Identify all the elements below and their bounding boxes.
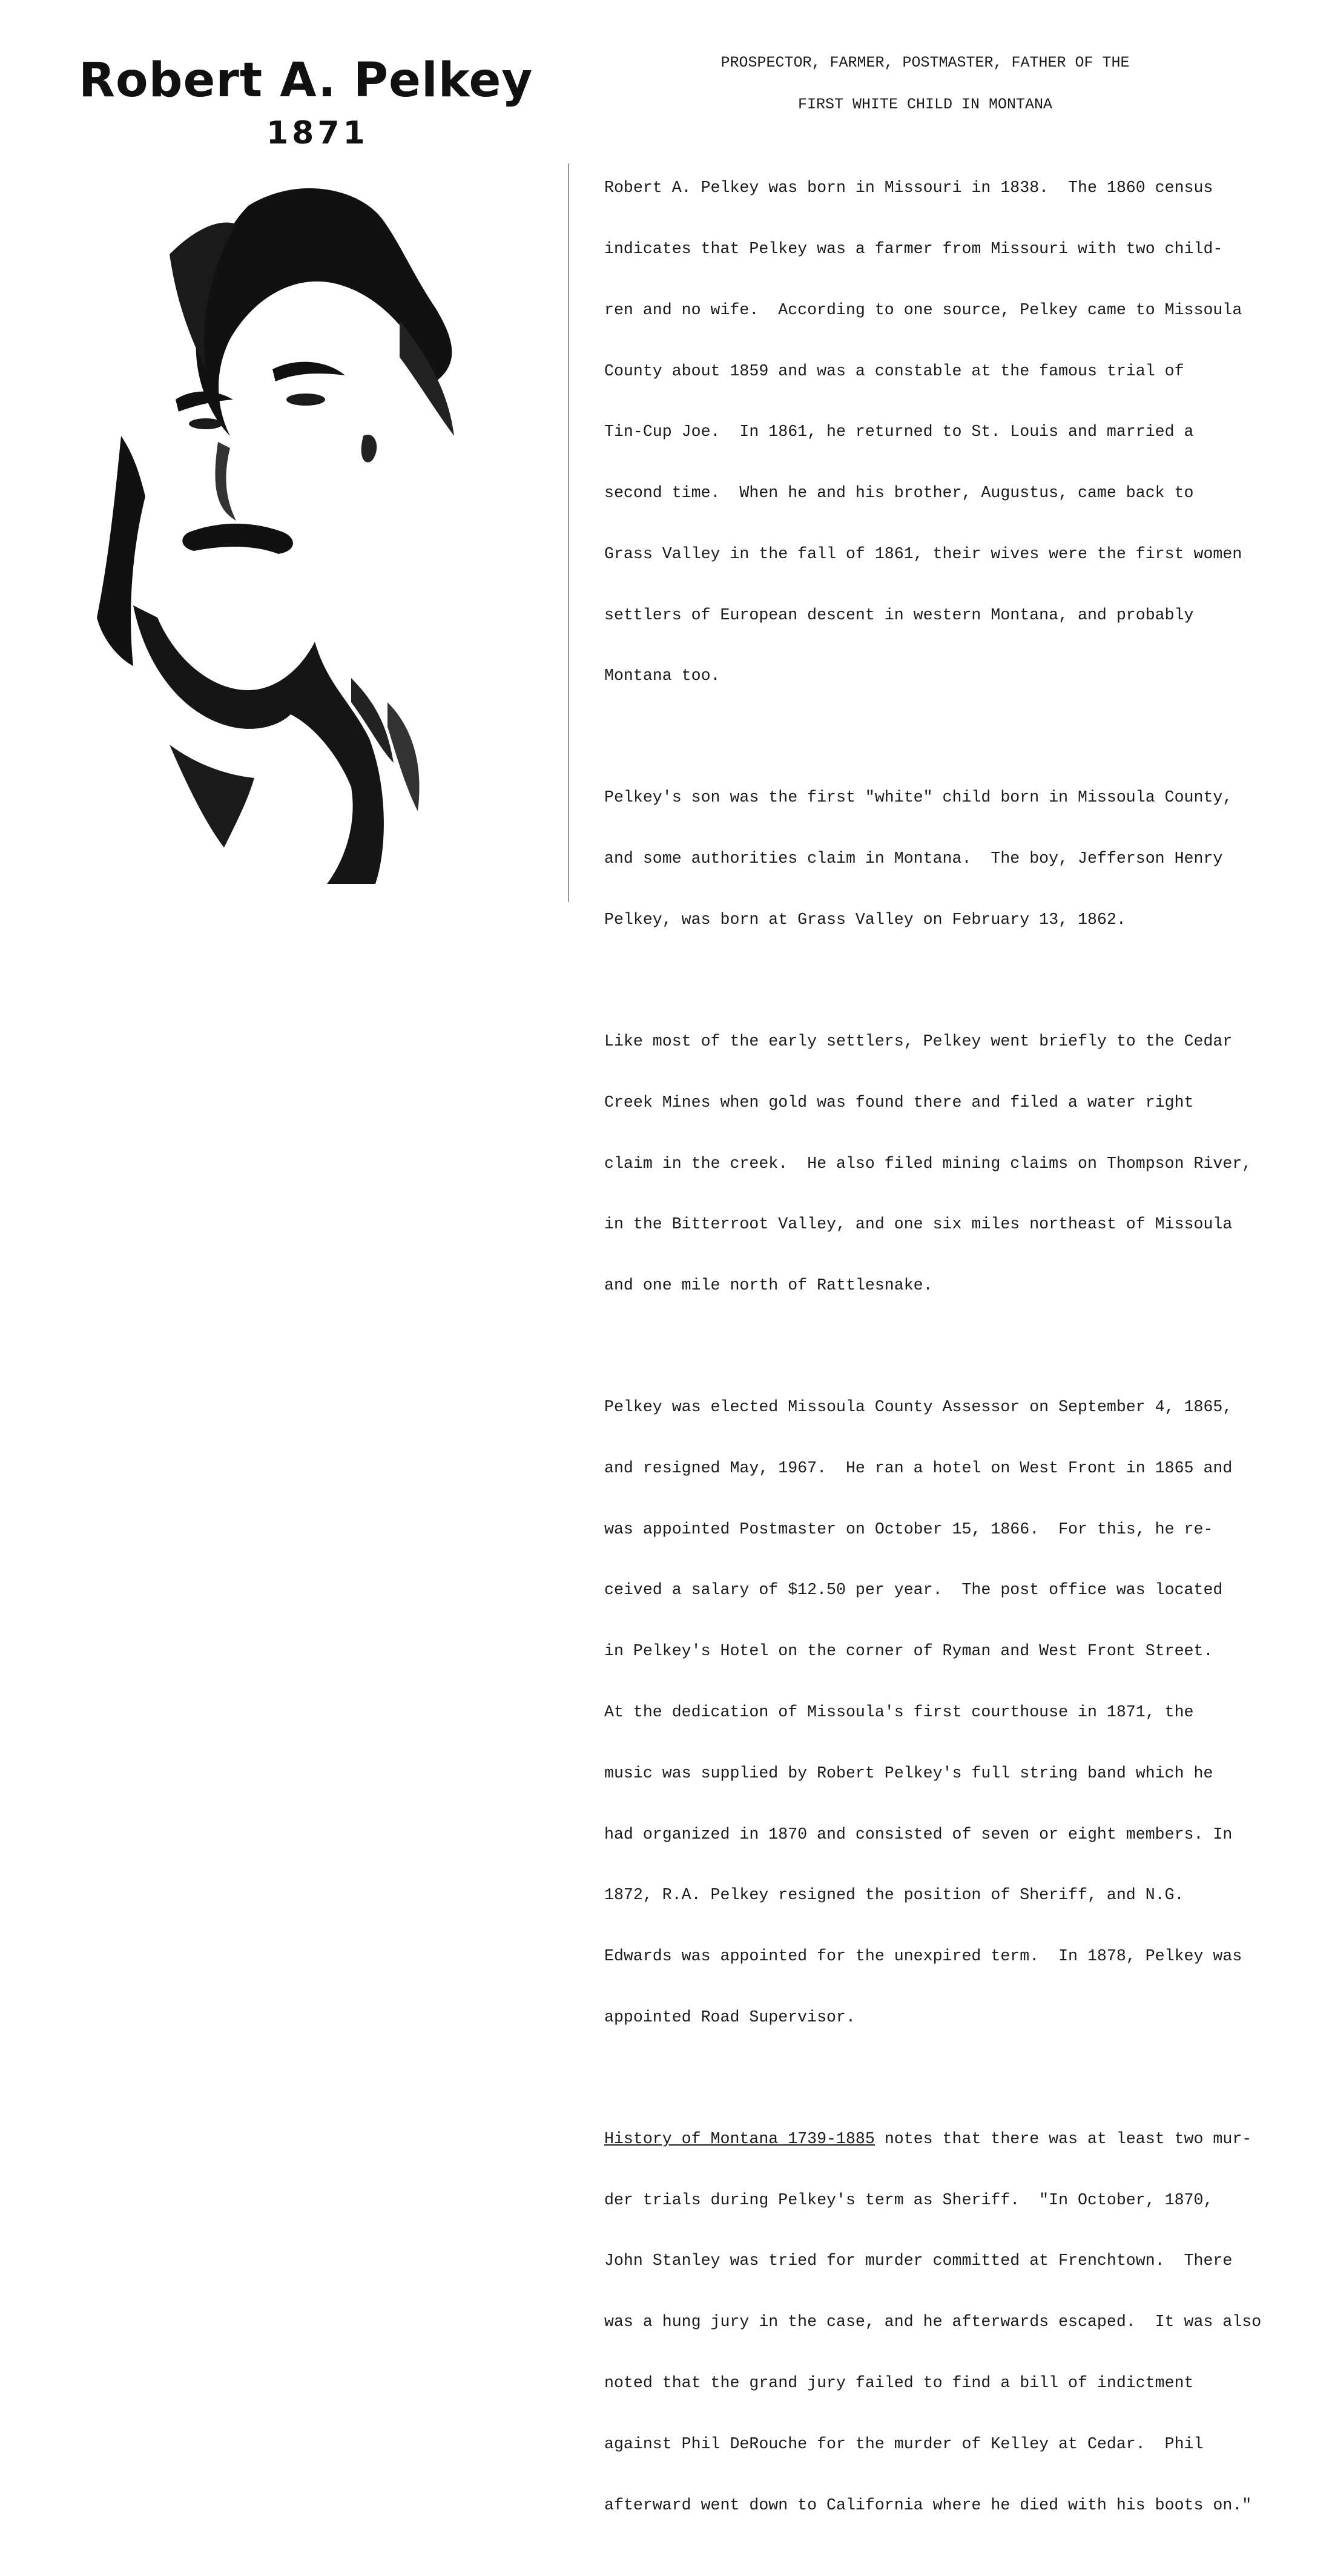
paragraph-line: appointed Road Supervisor. <box>604 2008 856 2026</box>
portrait-face-shadow <box>97 436 145 666</box>
paragraph-4 <box>604 1357 1301 2069</box>
portrait-nose <box>215 442 236 521</box>
paragraph-line-rest: notes that there was at least two mur- <box>874 2129 1252 2148</box>
portrait-eye-left <box>189 418 223 429</box>
paragraph-line: Pelkey was elected Missoula County Assessor on September 4, 1865, <box>604 1398 1233 1417</box>
paragraph-line: der trials during Pelkey's term as Sheriff. "In October, 1870, <box>604 2190 1213 2209</box>
paragraph-line: music was supplied by Robert Pelkey's full string band which he <box>604 1764 1213 1782</box>
paragraph-line: in the Bitterroot Valley, and one six miles northeast of Missoula <box>604 1215 1233 1234</box>
paragraph-3 <box>604 991 1301 1337</box>
paragraph-line: Montana too. <box>604 667 720 685</box>
paragraph-line: was a hung jury in the case, and he afterwards escaped. It was also <box>604 2313 1262 2331</box>
paragraph-line: and some authorities claim in Montana. The boy, Jefferson Henry <box>604 849 1223 868</box>
portrait-eye-right <box>286 394 325 406</box>
paragraph-line: Creek Mines when gold was found there and filed a water right <box>604 1093 1194 1112</box>
paragraph-line: Like most of the early settlers, Pelkey went briefly to the Cedar <box>604 1032 1233 1050</box>
portrait-mustache <box>182 524 293 554</box>
paragraph-line: indicates that Pelkey was a farmer from Missouri with two child- <box>604 239 1223 258</box>
paragraph-line: second time. When he and his brother, Augustus, came back to <box>604 484 1194 502</box>
paragraph-line: Grass Valley in the fall of 1861, their wives were the first women <box>604 544 1242 563</box>
paragraph-line: and resigned May, 1967. He ran a hotel on West Front in 1865 and <box>604 1458 1233 1477</box>
paragraph-line: in Pelkey's Hotel on the corner of Ryman and West Front Street. <box>604 1642 1213 1661</box>
paragraph-line: against Phil DeRouche for the murder of Kelley at Cedar. Phil <box>604 2434 1204 2453</box>
paragraph-5 <box>604 2089 1301 2557</box>
paragraph-1 <box>604 137 1301 727</box>
paragraph-line: ren and no wife. According to one source, Pelkey came to Missoula <box>604 300 1242 319</box>
paragraph-line: had organized in 1870 and consisted of seven or eight members. In <box>604 1825 1233 1843</box>
portrait-eyebrow-right <box>272 362 345 381</box>
paragraph-line: Robert A. Pelkey was born in Missouri in 1838. The 1860 census <box>604 179 1213 197</box>
paragraph-line: Tin-Cup Joe. In 1861, he returned to St. Louis and married a <box>604 423 1194 441</box>
paragraph-line: County about 1859 and was a constable at the famous trial of <box>604 361 1184 380</box>
portrait-year: 1871 <box>266 115 369 151</box>
paragraph-line: afterward went down to California where he died with his boots on." <box>604 2495 1252 2514</box>
paragraph-line: Pelkey's son was the first "white" child born in Missoula County, <box>604 788 1233 807</box>
left-panel <box>0 0 563 1029</box>
paragraph-2 <box>604 747 1301 971</box>
column-divider <box>568 163 569 902</box>
article-heading <box>604 53 1246 114</box>
paragraph-line <box>604 2129 1301 2150</box>
portrait-collar-left <box>170 745 254 848</box>
paragraph-line: claim in the creek. He also filed mining claims on Thompson River, <box>604 1154 1252 1173</box>
heading-line-2: FIRST WHITE CHILD IN MONTANA <box>797 96 1053 113</box>
paragraph-line: was appointed Postmaster on October 15, 1866. For this, he re- <box>604 1520 1213 1538</box>
paragraph-line: and one mile north of Rattlesnake. <box>604 1276 933 1295</box>
book-title: History of Montana 1739-1885 <box>604 2129 875 2148</box>
portrait-ear <box>361 435 377 463</box>
paragraph-line: noted that the grand jury failed to find a bill of indictment <box>604 2373 1194 2392</box>
paragraph-line: 1872, R.A. Pelkey resigned the position of Sheriff, and N.G. <box>604 1886 1184 1905</box>
paragraph-line: ceived a salary of $12.50 per year. The post office was located <box>604 1581 1223 1599</box>
portrait-eyebrow-left <box>176 392 233 412</box>
paragraph-line: Pelkey, was born at Grass Valley on February 13, 1862. <box>604 910 1126 929</box>
portrait-name-title: Robert A. Pelkey <box>79 53 533 108</box>
paragraph-line: Edwards was appointed for the unexpired term. In 1878, Pelkey was <box>604 1947 1242 1966</box>
paragraph-line: John Stanley was tried for murder committed at Frenchtown. There <box>604 2252 1233 2270</box>
portrait-beard <box>133 605 384 884</box>
portrait-image <box>97 182 533 896</box>
paragraph-line: At the dedication of Missoula's first courthouse in 1871, the <box>604 1702 1194 1721</box>
article <box>604 53 1301 2576</box>
heading-line-1: PROSPECTOR, FARMER, POSTMASTER, FATHER OF THE <box>720 54 1130 71</box>
paragraph-line: settlers of European descent in western Montana, and probably <box>604 605 1194 624</box>
